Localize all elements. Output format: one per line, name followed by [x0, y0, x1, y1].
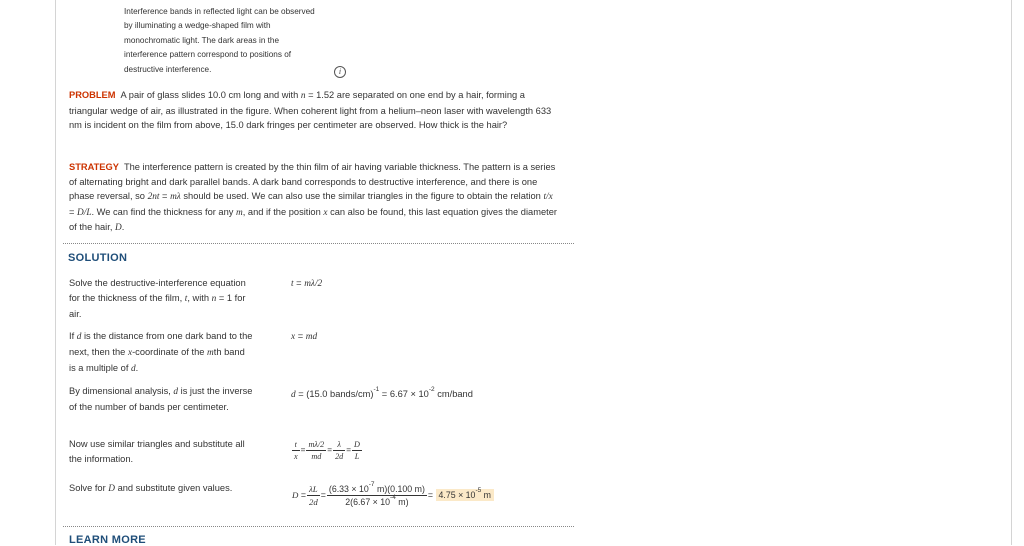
section-divider	[63, 526, 574, 527]
info-icon[interactable]: i	[334, 66, 346, 78]
caption-line: destructive interference.	[124, 64, 212, 74]
caption-line: interference pattern correspond to positions of	[124, 50, 292, 60]
solution-step-3-equation: d = (15.0 bands/cm)$^{-1}$ = $6.67 \times 10^{-2}$ cm/band	[291, 386, 473, 400]
figure-caption	[124, 5, 354, 77]
solution-heading: SOLUTION	[68, 252, 128, 264]
learn-more-heading[interactable]: LEARN MORE	[69, 534, 146, 546]
strategy-label: STRATEGY	[69, 162, 119, 172]
strategy-statement: STRATEGY The interference pattern is created by the thin film of air having variable thickness. The pattern is a series of alternating bright and dark parallel bands. A dark band corresponds to destructive interference, and there is one phase reversal, so 2nt = mλ should be used. We can also use the similar triangles in the figure to obtain the relation t/x = D/L. We can find the thickness for any m, and if the position x can also be found, this last equation gives the diameter of the hair, D.	[69, 162, 557, 234]
problem-statement: PROBLEM A pair of glass slides 10.0 cm long and with n = 1.52 are separated on one end by a hair, forming a triangular wedge of air, as illustrated in the figure. When coherent light from a helium–neon laser with wavelength 633 nm is incident on the film from above, 15.0 dark fringes per centimeter are observed. How thick is the hair?	[69, 90, 552, 131]
solution-step-4-text: Now use similar triangles and substitute all the information.	[69, 439, 245, 464]
caption-line: by illuminating a wedge-shaped film with	[124, 21, 271, 31]
solution-step-2-equation: x = md	[291, 331, 318, 342]
content-frame-left-border	[55, 0, 56, 545]
solution-step-1-equation: t = mλ/2	[291, 278, 323, 289]
section-divider	[63, 243, 574, 244]
solution-step-1-text: Solve the destructive-interference equation for the thickness of the film, t, with n = 1 for air.	[69, 278, 246, 319]
final-answer-highlight: $4.75 \times 10^{-5}$ m	[436, 489, 495, 501]
solution-step-5-text: Solve for D and substitute given values.	[69, 483, 233, 494]
solution-step-3-text: By dimensional analysis, d is just the inverse of the number of bands per centimeter.	[69, 386, 253, 412]
content-frame-right-border	[1011, 0, 1012, 545]
solution-step-2-text: If d is the distance from one dark band to the next, then the x-coordinate of the mth band is a multiple of d.	[69, 331, 253, 374]
solution-step-5-equation: D = $\frac{\lambda L}{2d}$ = $\frac{(6.33 \times 10^{-7} m)(0.100 m)}{2(6.67 \times 10^{-4} m)}$ = $4.75 \times 10^{-5}$ m	[292, 484, 494, 507]
solution-step-4-equation: $\frac{t}{x}$ = $\frac{m\lambda/2}{md}$ = $\frac{\lambda}{2d}$ = $\frac{D}{L}$	[294, 440, 360, 461]
caption-line: Interference bands in reflected light can be observed	[124, 7, 315, 16]
caption-line: monochromatic light. The dark areas in the	[124, 35, 280, 45]
problem-label: PROBLEM	[69, 90, 116, 100]
